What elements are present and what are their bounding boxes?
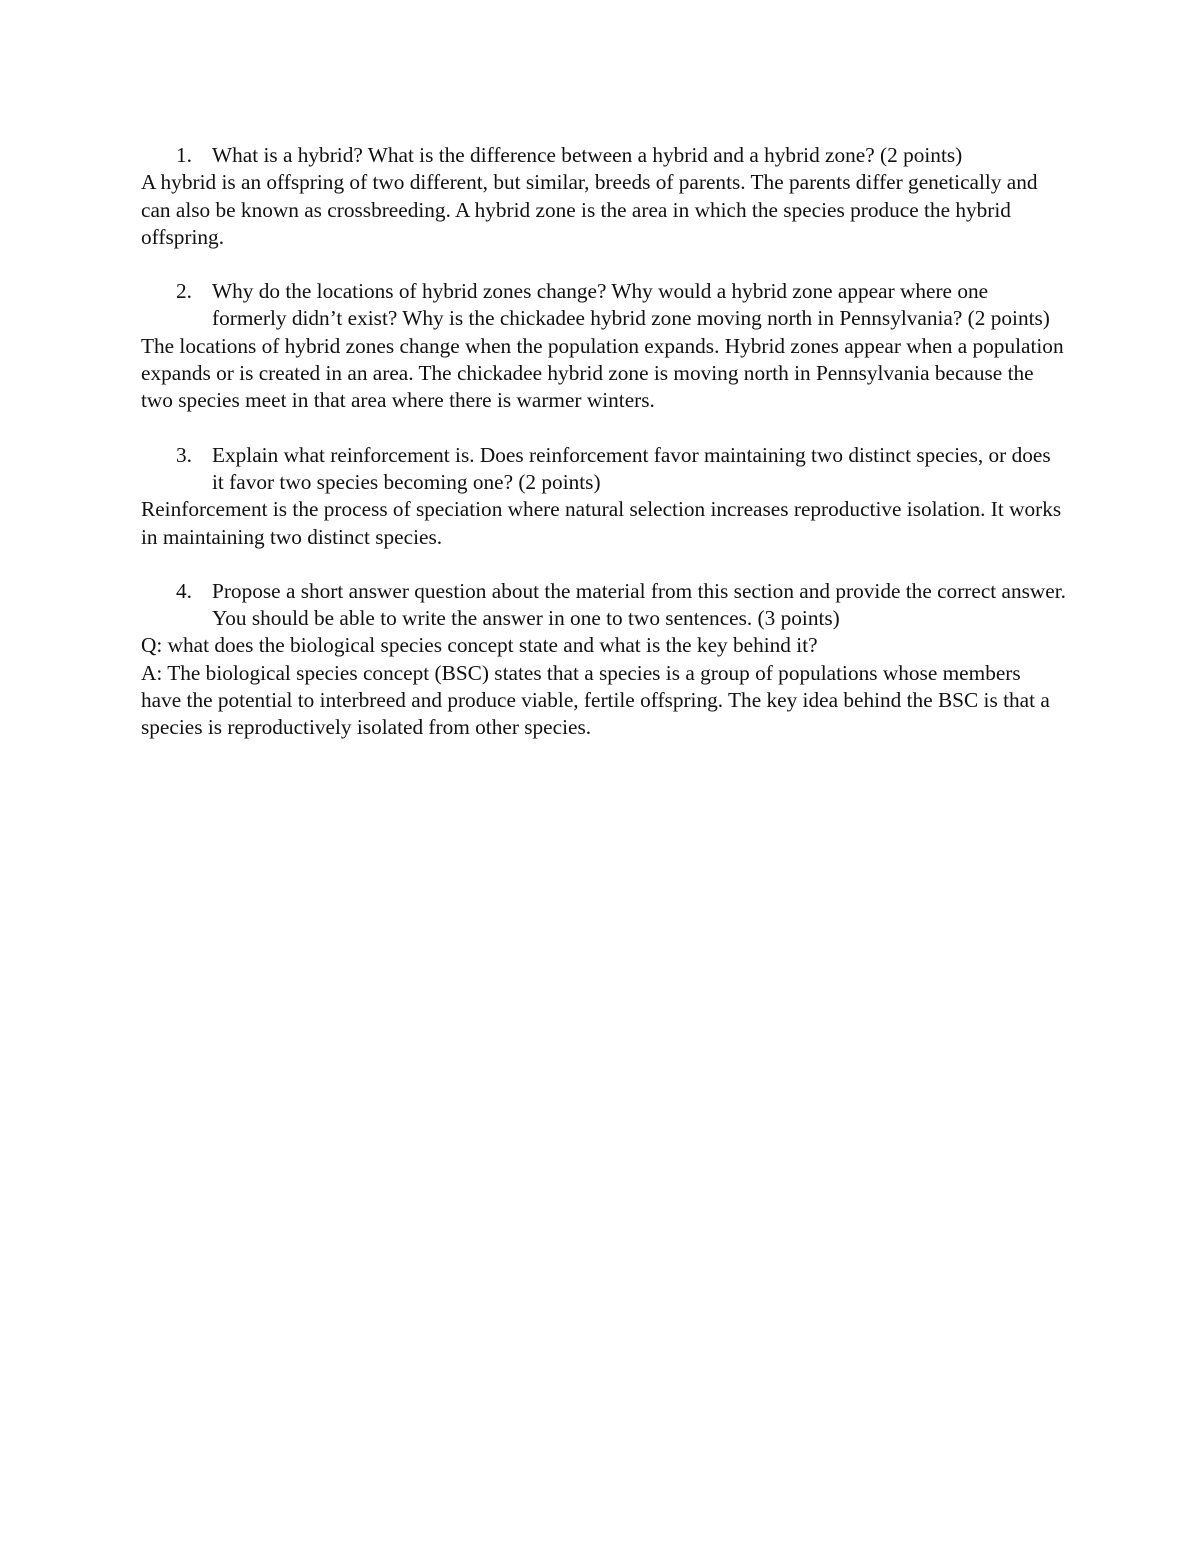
question-text: Explain what reinforcement is. Does reinforcement favor maintaining two distinct species, or does it favor two species becoming one? (2 points) <box>212 442 1051 494</box>
answer-4-answer: A: The biological species concept (BSC) states that a species is a group of populations whose members have the potential to interbreed and produce viable, fertile offspring. The key idea behind the BSC is that a species is reproductively isolated from other species. <box>141 660 1050 740</box>
answer-1: A hybrid is an offspring of two different, but similar, breeds of parents. The parents differ genetically and can also be known as crossbreeding. A hybrid zone is the area in which the species produce the hybrid offspring. <box>141 170 1038 249</box>
question-4 <box>141 578 1066 633</box>
question-3 <box>141 442 1066 497</box>
answer-2: The locations of hybrid zones change when the population expands. Hybrid zones appear when a population expands or is created in an area. The chickadee hybrid zone is moving north in Pennsylvania because the two species meet in that area where there is warmer winters. <box>141 333 1064 413</box>
question-number: 4. <box>176 578 192 603</box>
paragraph-spacer <box>141 251 1066 278</box>
question-number: 1. <box>176 143 192 167</box>
question-2 <box>141 278 1066 333</box>
answer-4-question: Q: what does the biological species concept state and what is the key behind it? <box>141 633 818 658</box>
question-number: 2. <box>176 279 192 304</box>
document-body <box>141 142 1066 742</box>
question-text: Propose a short answer question about the material from this section and provide the correct answer. You should be able to write the answer in one to two sentences. (3 points) <box>212 578 1066 631</box>
paragraph-spacer <box>141 551 1066 578</box>
answer-3: Reinforcement is the process of speciation where natural selection increases reproductive isolation. It works in maintaining two distinct species. <box>141 497 1062 549</box>
question-text: What is a hybrid? What is the difference between a hybrid and a hybrid zone? (2 points) <box>212 143 963 167</box>
paragraph-spacer <box>141 415 1066 442</box>
question-text: Why do the locations of hybrid zones change? Why would a hybrid zone appear where one formerly didn’t exist? Why is the chickadee hybrid zone moving north in Pennsylvania? (2 points) <box>212 279 1050 331</box>
question-1 <box>141 142 1066 169</box>
question-number: 3. <box>176 442 192 467</box>
